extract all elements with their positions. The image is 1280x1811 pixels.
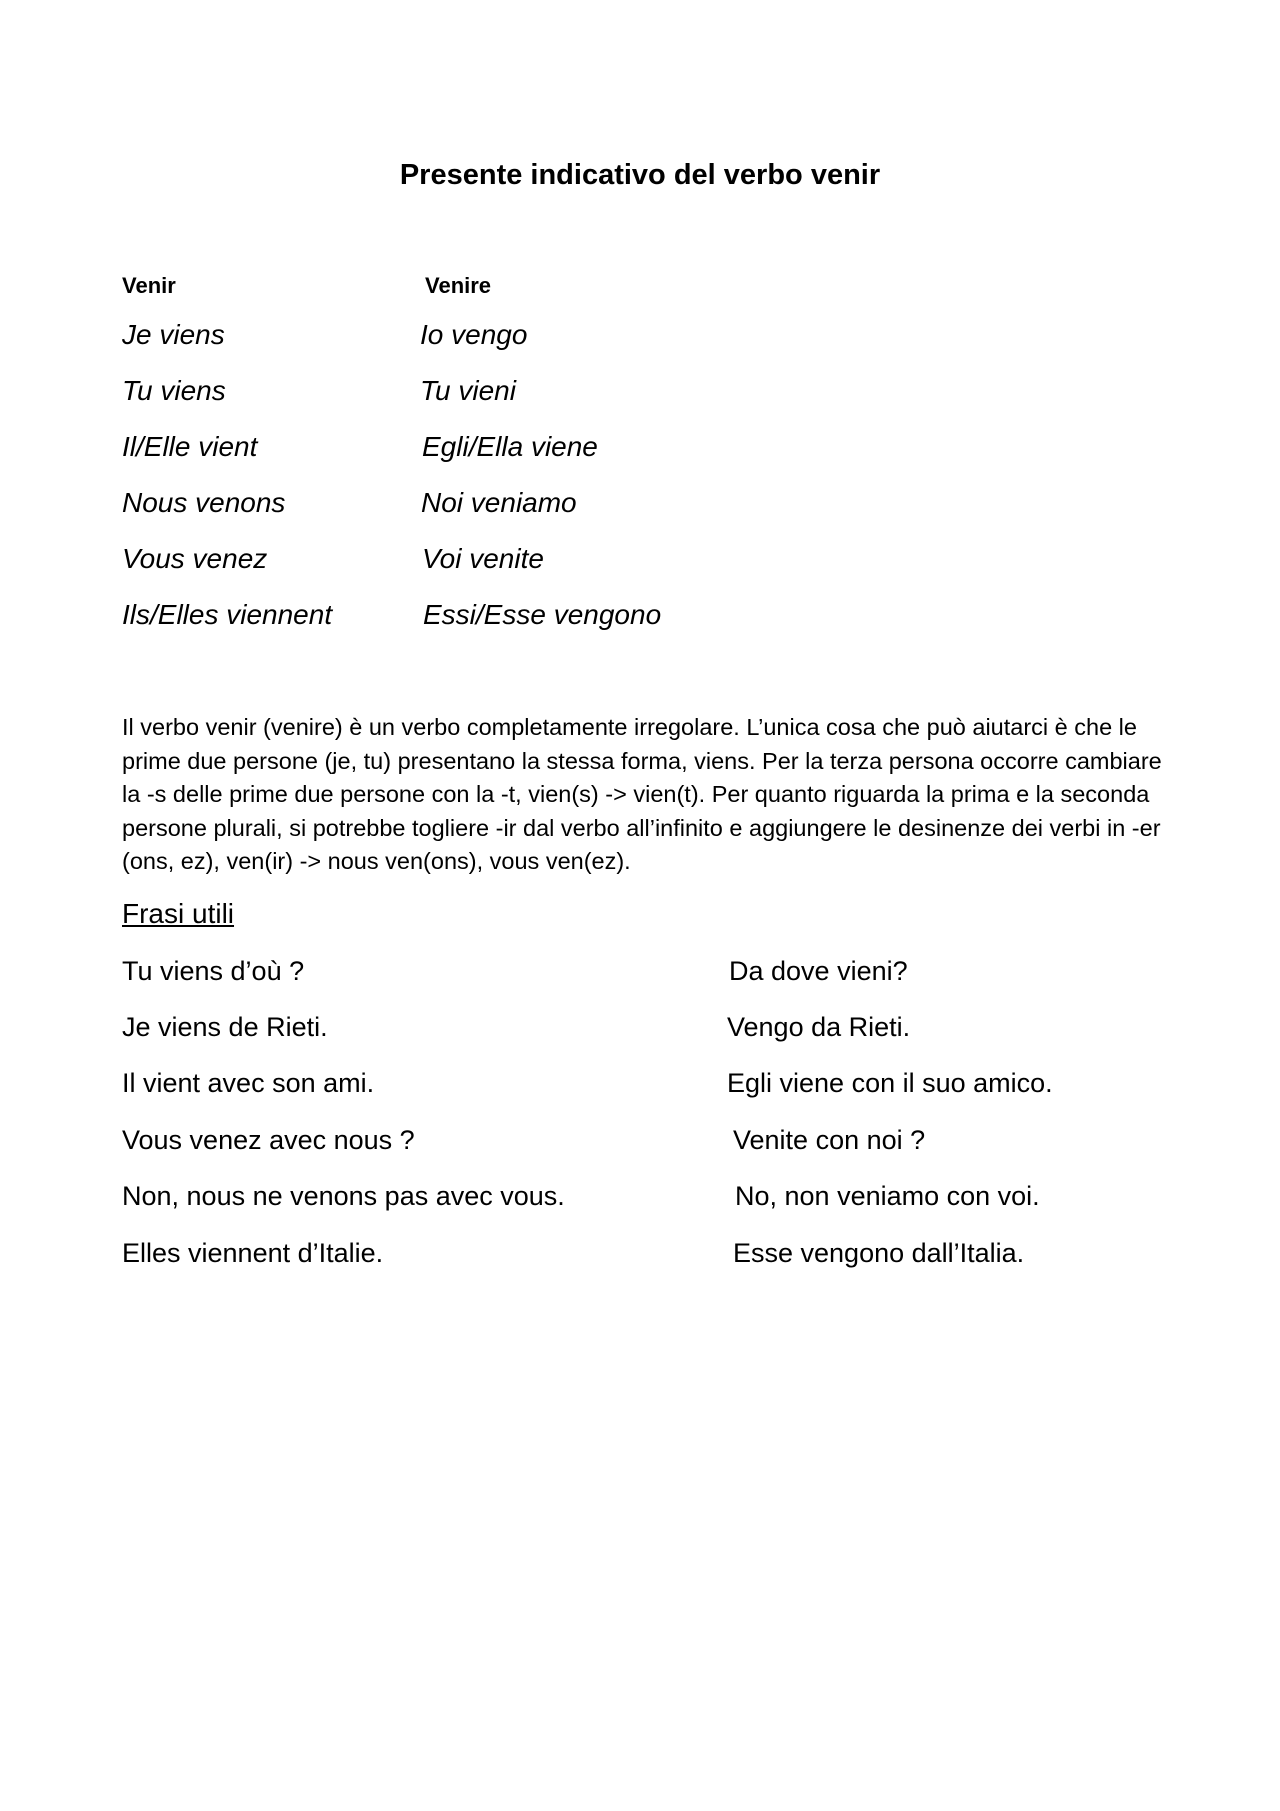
page-title: Presente indicativo del verbo venir xyxy=(399,159,881,191)
phrase-italian: Egli viene con il suo amico. xyxy=(727,1068,1053,1098)
phrase-italian: Vengo da Rieti. xyxy=(727,1012,911,1042)
conjugation-french: Je viens xyxy=(122,319,225,350)
conjugation-italian: Essi/Esse vengono xyxy=(423,599,662,630)
conjugation-italian: Io vengo xyxy=(420,319,528,350)
conjugation-french: Tu viens xyxy=(122,375,226,406)
section-heading-frasi-utili: Frasi utili xyxy=(122,898,235,929)
column-header-french: Venir xyxy=(122,273,176,298)
explanation-paragraph: Il verbo venir (venire) è un verbo completamente irregolare. L’unica cosa che può aiutarci è che le prime due persone (je, tu) presentano la stessa forma, viens. Per la terza persona occorre cambiare la -s delle prime due persone con la -t, vien(s) -> vien(t). Per quanto riguarda la prima e la seconda persone plurali, si potrebbe togliere -ir dal verbo all’infinito e aggiungere le desinenze dei verbi in -er (ons, ez), ven(ir) -> nous ven(ons), vous ven(ez). xyxy=(122,714,1162,874)
conjugation-italian: Noi veniamo xyxy=(421,487,577,518)
phrase-italian: Esse vengono dall’Italia. xyxy=(733,1238,1025,1268)
phrase-italian: Venite con noi ? xyxy=(733,1125,926,1155)
column-header-italian: Venire xyxy=(425,273,492,298)
conjugation-italian: Tu vieni xyxy=(420,375,516,406)
phrase-italian: No, non veniamo con voi. xyxy=(735,1181,1040,1211)
conjugation-french: Il/Elle vient xyxy=(122,431,258,462)
phrase-french: Il vient avec son ami. xyxy=(122,1068,375,1098)
phrase-french: Non, nous ne venons pas avec vous. xyxy=(122,1181,565,1211)
conjugation-italian: Voi venite xyxy=(422,543,544,574)
conjugation-french: Nous venons xyxy=(122,487,286,518)
conjugation-french: Vous venez xyxy=(122,543,268,574)
phrase-french: Je viens de Rieti. xyxy=(122,1012,328,1042)
conjugation-french: Ils/Elles viennent xyxy=(122,599,333,630)
phrase-french: Vous venez avec nous ? xyxy=(122,1125,415,1155)
phrase-italian: Da dove vieni? xyxy=(729,956,908,986)
phrase-french: Elles viennent d’Italie. xyxy=(122,1238,384,1268)
conjugation-italian: Egli/Ella viene xyxy=(422,431,598,462)
phrase-french: Tu viens d’où ? xyxy=(122,956,305,986)
